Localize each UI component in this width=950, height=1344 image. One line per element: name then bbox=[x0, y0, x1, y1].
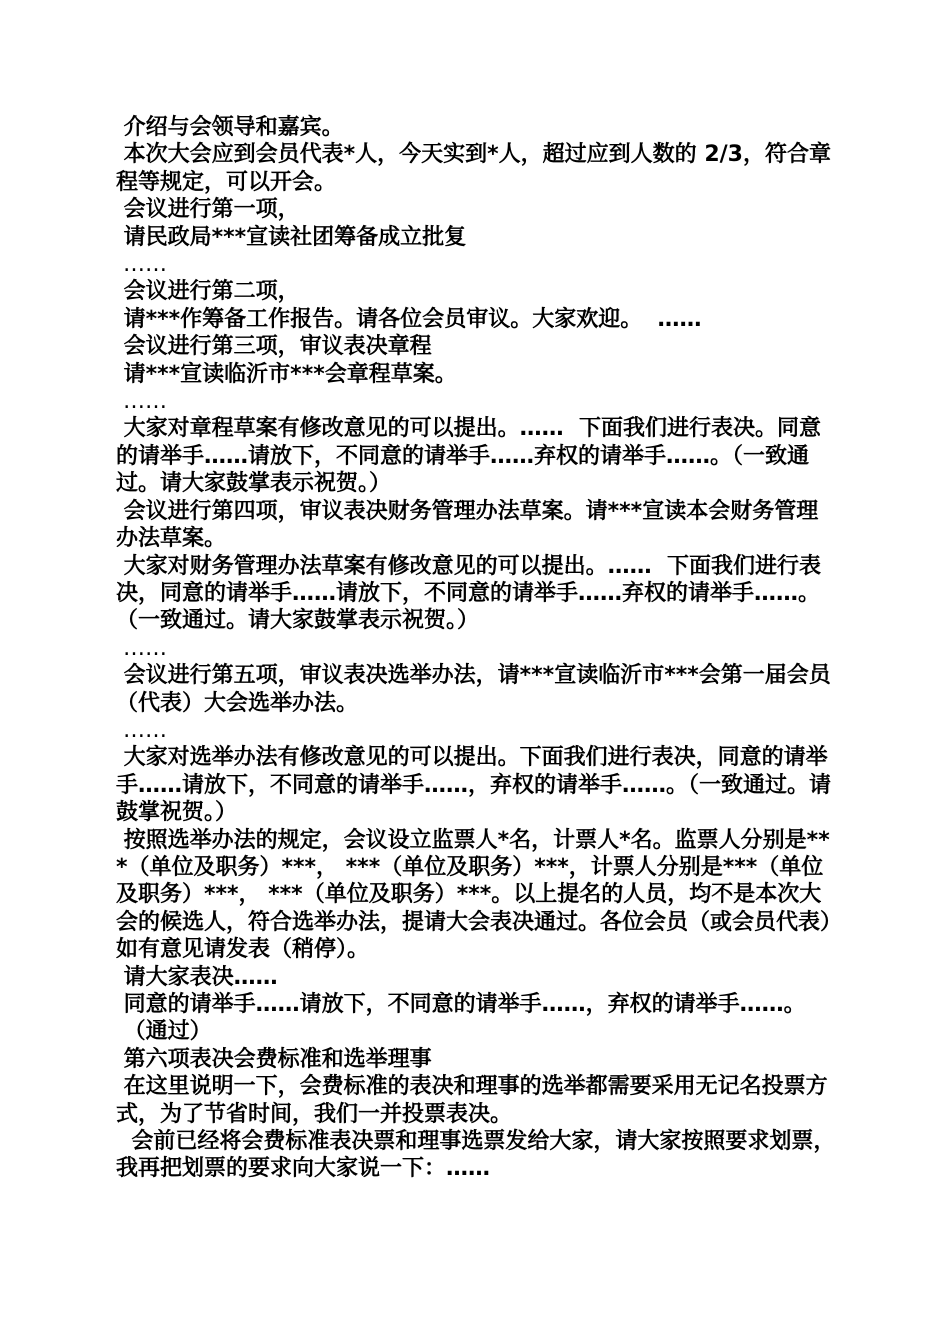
ellipsis-line: …… bbox=[116, 635, 167, 661]
agenda-item-1-heading: 会议进行第一项， bbox=[116, 197, 300, 223]
agenda-item-2-text: 请***作筹备工作报告。请各位会员审议。大家欢迎。 …… bbox=[116, 306, 702, 332]
ellipsis-line: …… bbox=[116, 717, 167, 743]
vote-call-line: 请大家表决…… bbox=[116, 964, 278, 990]
election-rules-vote-paragraph: 大家对选举办法有修改意见的可以提出。下面我们进行表决，同意的请举手……请放下，不同意的请举手……，弃权的请举手……。（一致通过。请鼓掌祝贺。） bbox=[116, 745, 832, 826]
agenda-item-3-heading: 会议进行第三项，审议表决章程 bbox=[116, 334, 432, 360]
passed-line: （通过） bbox=[116, 1019, 212, 1045]
ellipsis-line: …… bbox=[116, 389, 167, 415]
agenda-item-1-text: 请民政局***宣读社团筹备成立批复 bbox=[116, 224, 467, 250]
agenda-item-2-heading: 会议进行第二项， bbox=[116, 279, 300, 305]
charter-vote-paragraph: 大家对章程草案有修改意见的可以提出。…… 下面我们进行表决。同意的请举手……请放下，不同意的请举手……弃权的请举手……。（一致通过。请大家鼓掌表示祝贺。） bbox=[116, 416, 821, 497]
secret-ballot-paragraph: 在这里说明一下，会费标准的表决和理事的选举都需要采用无记名投票方式，为了节省时间，我们一并投票表决。 bbox=[116, 1074, 828, 1127]
finance-vote-paragraph: 大家对财务管理办法草案有修改意见的可以提出。…… 下面我们进行表决，同意的请举手……请放下，不同意的请举手……弃权的请举手……。（一致通过。请大家鼓掌表示祝贺。） bbox=[116, 553, 821, 634]
ellipsis-line: …… bbox=[116, 252, 167, 278]
vote-procedure-line: 同意的请举手……请放下，不同意的请举手……，弃权的请举手……。 bbox=[116, 992, 806, 1017]
agenda-item-4-paragraph: 会议进行第四项，审议表决财务管理办法草案。请***宣读本会财务管理办法草案。 bbox=[116, 498, 819, 552]
attendance-paragraph: 本次大会应到会员代表*人，今天实到*人，超过应到人数的 2/3，符合章程等规定，可以开会。 bbox=[116, 142, 831, 195]
agenda-item-6-heading: 第六项表决会费标准和选举理事 bbox=[116, 1046, 432, 1072]
intro-guests-line: 介绍与会领导和嘉宾。 bbox=[116, 115, 344, 140]
scrutineers-paragraph: 按照选举办法的规定，会议设立监票人*名，计票人*名。监票人分别是***（单位及职务）***， ***（单位及职务）***，计票人分别是***（单位及职务）***， ***（单位及职务）***。以上提名的人员，均不是本次大会的候选人，符合选举办法，提请大会表决通过。各位会员（或会员代表）如有意见请发表（稍停）。 bbox=[116, 827, 832, 963]
agenda-item-3-text: 请***宣读临沂市***会章程草案。 bbox=[116, 361, 457, 387]
document-body bbox=[116, 114, 836, 1183]
agenda-item-5-paragraph: 会议进行第五项，审议表决选举办法，请***宣读临沂市***会第一届会员（代表）大会选举办法。 bbox=[116, 663, 831, 716]
ballot-instructions-paragraph: 会前已经将会费标准表决票和理事选票发给大家，请大家按照要求划票，我再把划票的要求向大家说一下：…… bbox=[116, 1129, 836, 1182]
